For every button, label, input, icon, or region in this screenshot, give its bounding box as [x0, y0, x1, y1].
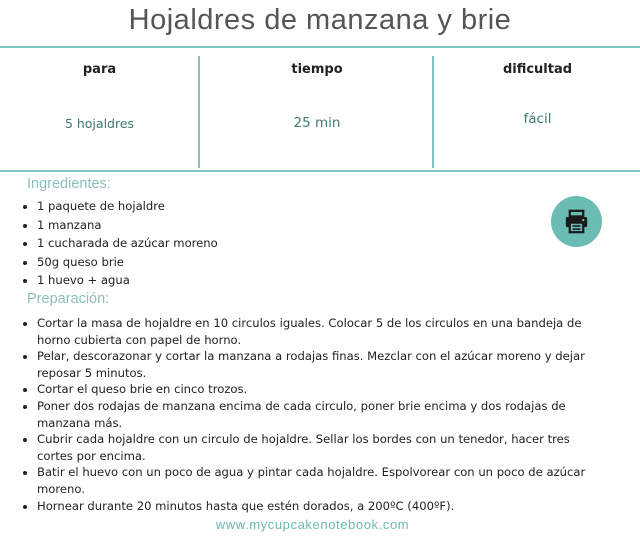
- preparation-step: • Cubrir cada hojaldre con un circulo de hojaldre. Sellar los bordes con un tenedor, hacer tres cortes por encima.: [37, 431, 597, 464]
- info-time: [201, 48, 433, 170]
- website-link[interactable]: www.mycupcakenotebook.com: [215, 517, 410, 532]
- info-servings: [0, 48, 199, 170]
- preparation-step: • Pelar, descorazonar y cortar la manzana a rodajas finas. Mezclar con el azúcar moreno y dejar reposar 5 minutos.: [37, 348, 597, 381]
- ingredients-list: [20, 197, 218, 290]
- info-servings-header: para: [82, 62, 117, 77]
- info-divider: [432, 56, 434, 168]
- preparation-step: • Cortar la masa de hojaldre en 10 circulos iguales. Colocar 5 de los circulos en una bandeja de horno cubierta con papel de horno.: [37, 315, 597, 348]
- recipe-info-table: [0, 46, 640, 172]
- ingredient-item: • 1 paquete de hojaldre: [37, 197, 218, 216]
- preparation-list: [20, 315, 597, 514]
- page-title: Hojaldres de manzana y brie: [128, 4, 512, 36]
- ingredient-item: • 1 cucharada de azúcar moreno: [37, 234, 218, 253]
- info-time-header: tiempo: [291, 62, 343, 77]
- preparation-step: • Cortar el queso brie en cinco trozos.: [37, 381, 597, 398]
- info-difficulty-header: dificultad: [502, 62, 573, 77]
- preparation-heading: Preparación:: [27, 291, 110, 307]
- print-button[interactable]: [551, 196, 602, 247]
- ingredient-item: • 1 manzana: [37, 216, 218, 235]
- ingredients-heading: Ingredientes:: [27, 176, 111, 192]
- info-divider: [198, 56, 200, 168]
- preparation-step: • Batir el huevo con un poco de agua y pintar cada hojaldre. Espolvorear con un poco de azúcar moreno.: [37, 464, 597, 497]
- preparation-step: • Poner dos rodajas de manzana encima de cada circulo, poner brie encima y dos rodajas de manzana más.: [37, 398, 597, 431]
- info-servings-value: 5 hojaldres: [64, 116, 135, 131]
- info-difficulty-value: fácil: [523, 111, 552, 127]
- ingredient-item: • 50g queso brie: [37, 253, 218, 272]
- printer-icon: [563, 208, 590, 235]
- info-time-value: 25 min: [293, 115, 341, 131]
- preparation-step: • Hornear durante 20 minutos hasta que estén dorados, a 200ºC (400ºF).: [37, 498, 597, 515]
- info-difficulty: [435, 48, 640, 170]
- ingredient-item: • 1 huevo + agua: [37, 271, 218, 290]
